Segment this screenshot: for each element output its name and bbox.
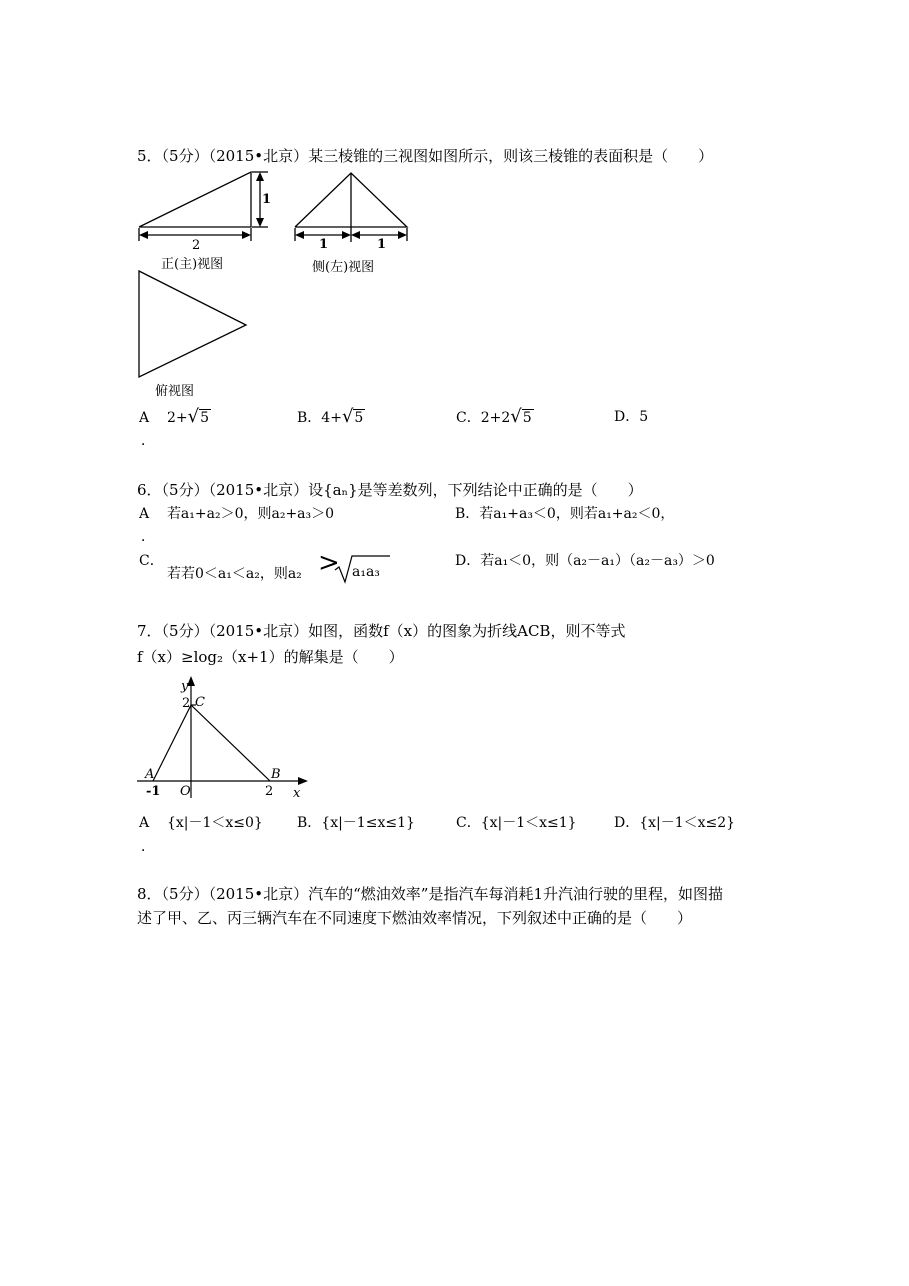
top-view-caption: 俯视图 — [155, 384, 195, 399]
q7-point-a: A — [145, 767, 155, 782]
q6-c-text: 若若0＜a₁＜a₂，则a₂ — [167, 566, 302, 582]
side-left-label: 1 — [319, 237, 329, 252]
q7-dot: ． — [141, 839, 155, 855]
q7-point-c: C — [195, 695, 205, 710]
q7-tick-2y: 2 — [182, 696, 191, 711]
q7-option-c[interactable]: C．{x|－1＜x≤1} — [456, 815, 577, 831]
q5-dot: ． — [141, 433, 155, 449]
front-view-caption: 正(主)视图 — [161, 257, 224, 272]
q6-stem: 6．（5分）（2015•北京）设{aₙ}是等差数列，下列结论中正确的是（ ） — [137, 481, 643, 499]
side-right-label: 1 — [377, 237, 387, 252]
q6-c-label[interactable]: C． — [139, 553, 164, 569]
q7-y-axis-label: y — [181, 679, 189, 694]
q5-option-d[interactable]: D．5 — [614, 409, 649, 425]
option-a-radicand: 5 — [200, 410, 209, 426]
q8-stem-line1: 8．（5分）（2015•北京）汽车的“燃油效率”是指汽车每消耗1升汽油行驶的里程，如图描 — [137, 885, 723, 903]
option-a-label: A — [139, 410, 150, 426]
option-b-radicand: 5 — [354, 410, 364, 426]
q6-c-greater: > — [318, 548, 340, 578]
option-b-label: B．4+ — [297, 410, 342, 426]
q7-stem-line1: 7．（5分）（2015•北京）如图，函数f（x）的图象为折线ACB，则不等式 — [137, 622, 626, 640]
q5-stem: 5．（5分）（2015•北京）某三棱锥的三视图如图所示，则该三棱锥的表面积是（ ） — [137, 147, 714, 165]
q7-point-b: B — [271, 767, 281, 782]
q6-option-b[interactable]: B．若a₁+a₃＜0，则若a₁+a₂＜0， — [455, 506, 675, 522]
q5-option-b[interactable]: B．4+√5 — [297, 406, 364, 427]
q6-c-radicand: a₁a₃ — [352, 564, 380, 580]
q7-tick-2x: 2 — [265, 784, 274, 799]
q8-stem-line2: 述了甲、乙、丙三辆汽车在不同速度下燃油效率情况，下列叙述中正确的是（ ） — [137, 909, 693, 927]
front-height-label: 1 — [262, 192, 272, 207]
q7-a-text: {x|－1＜x≤0} — [166, 815, 263, 831]
q5-option-c[interactable]: C．2+2√5 — [456, 406, 532, 427]
q6-a-text: 若a₁+a₂＞0，则a₂+a₃＞0 — [166, 506, 335, 522]
q7-stem-line2: f（x）≥log₂（x+1）的解集是（ ） — [137, 648, 404, 666]
option-a-pre: 2+ — [166, 410, 188, 426]
q7-x-axis-label: x — [293, 786, 301, 801]
option-c-label: C．2+2 — [456, 410, 511, 426]
option-c-radicand: 5 — [522, 410, 532, 426]
q7-option-a[interactable] — [139, 814, 263, 832]
q7-a-label: A — [139, 815, 150, 831]
q7-option-b[interactable]: B．{x|－1≤x≤1} — [297, 815, 415, 831]
front-width-label: 2 — [192, 238, 201, 253]
q7-tick-neg1: -1 — [146, 784, 161, 799]
q6-option-d[interactable]: D．若a₁＜0，则（a₂－a₁）（a₂－a₃）＞0 — [455, 553, 715, 569]
side-view-caption: 侧(左)视图 — [312, 260, 375, 275]
q5-option-a[interactable]: A 2+√5 — [139, 406, 209, 427]
q7-origin: O — [180, 784, 191, 799]
q6-a-label: A — [139, 506, 150, 522]
q6-dot: ． — [141, 529, 155, 545]
q7-option-d[interactable]: D．{x|－1＜x≤2} — [614, 815, 736, 831]
